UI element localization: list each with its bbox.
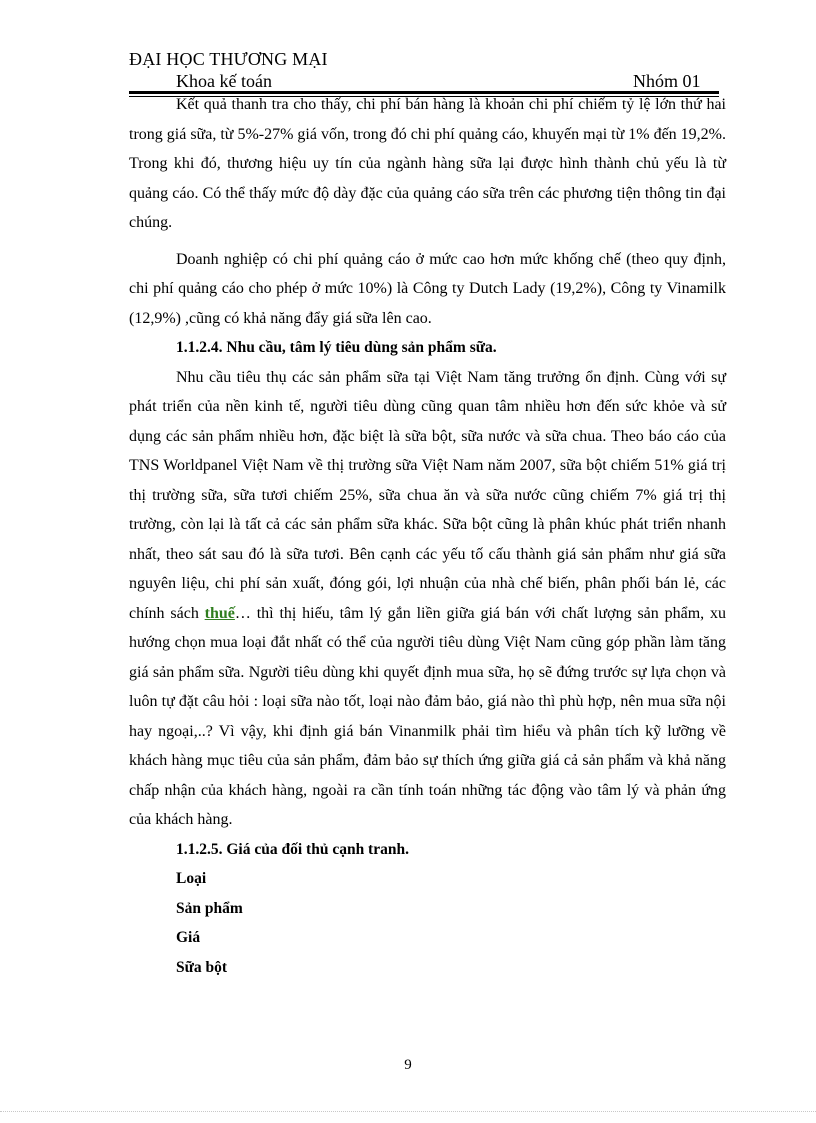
header-group: Nhóm 01 — [633, 71, 701, 91]
header-university: ĐẠI HỌC THƯƠNG MẠI — [129, 49, 328, 69]
table-label-price: Giá — [176, 929, 201, 946]
section-heading-consumer-demand: 1.1.2.4. Nhu cầu, tâm lý tiêu dùng sản phẩm sữa. — [176, 339, 497, 356]
page-content — [129, 90, 726, 982]
table-label-powdered-milk: Sữa bột — [176, 958, 228, 976]
paragraph-text-after-link: … thì thị hiếu, tâm lý gắn liền giữa giá bán với chất lượng sản phẩm, xu hướng chọn mua loại đắt nhất có thể của người tiêu dùng Việt Nam cũng góp phần làm tăng giá sản phẩm sữa. Người tiêu dùng khi quyết định mua sữa, họ sẽ đứng trước sự lựa chọn và luôn tự đặt câu hỏi : loại sữa nào tốt, loại nào đảm bảo, giá nào thì phù hợp, nên mua sữa nội hay ngoại,..? Vì vậy, khi định giá bán Vinanmilk phải tìm hiểu và phân tích kỹ lưỡng về khách hàng mục tiêu của sản phẩm, đảm bảo sự thích ứng giữa giá cả sản phẩm và khả năng chấp nhận của khách hàng, ngoài ra cần tính toán những tác động vào tâm lý và phản ứng của khách hàng. — [129, 604, 726, 828]
page-bottom-divider — [0, 1111, 816, 1112]
header-faculty: Khoa kế toán — [176, 71, 272, 91]
paragraph-text-before-link: Nhu cầu tiêu thụ các sản phẩm sữa tại Việt Nam tăng trưởng ổn định. Cùng với sự phát triển của nền kinh tế, người tiêu dùng cũng quan tâm nhiều hơn đến sức khỏe và sử dụng các sản phẩm nhiều hơn, đặc biệt là sữa bột, sữa nước và sữa chua. Theo báo cáo của TNS Worldpanel Việt Nam về thị trường sữa Việt Nam năm 2007, sữa bột chiếm 51% giá trị thị trường sữa, sữa tươi chiếm 25%, sữa chua ăn và sữa nước cũng chiếm 7% giá trị thị trường, còn lại là tất cả các sản phẩm sữa khác. Sữa bột cũng là phân khúc phát triển nhanh nhất, theo sát sau đó là sữa tươi. Bên cạnh các yếu tố cấu thành giá sản phẩm như giá sữa nguyên liệu, chi phí sản xuất, đóng gói, lợi nhuận của nhà chế biến, phân phối bán lẻ, các chính sách — [129, 368, 726, 622]
table-label-type: Loại — [176, 870, 207, 887]
tax-link[interactable]: thuế — [204, 604, 235, 622]
paragraph-advertising-cost: Kết quả thanh tra cho thấy, chi phí bán hàng là khoản chi phí chiếm tỷ lệ lớn thứ hai trong giá sữa, từ 5%-27% giá vốn, trong đó chi phí quảng cáo, khuyến mại từ 1% đến 19,2%. Trong khi đó, thương hiệu uy tín của ngành hàng sữa lại được hình thành chủ yếu là từ quảng cáo. Có thể thấy mức độ dày đặc của quảng cáo sữa trên các phương tiện thông tin đại chúng. — [129, 96, 727, 231]
page-number: 9 — [404, 1057, 412, 1073]
paragraph-consumer-demand — [129, 363, 726, 835]
paragraph-advertising-limit: Doanh nghiệp có chi phí quảng cáo ở mức cao hơn mức khống chế (theo quy định, chi phí quảng cáo cho phép ở mức 10%) là Công ty Dutch Lady (19,2%), Công ty Vinamilk (12,9%) ,cũng có khả năng đẩy giá sữa lên cao. — [129, 250, 726, 327]
table-label-product: Sản phẩm — [176, 899, 243, 917]
section-heading-competitor-price: 1.1.2.5. Giá của đối thủ cạnh tranh. — [176, 840, 409, 858]
